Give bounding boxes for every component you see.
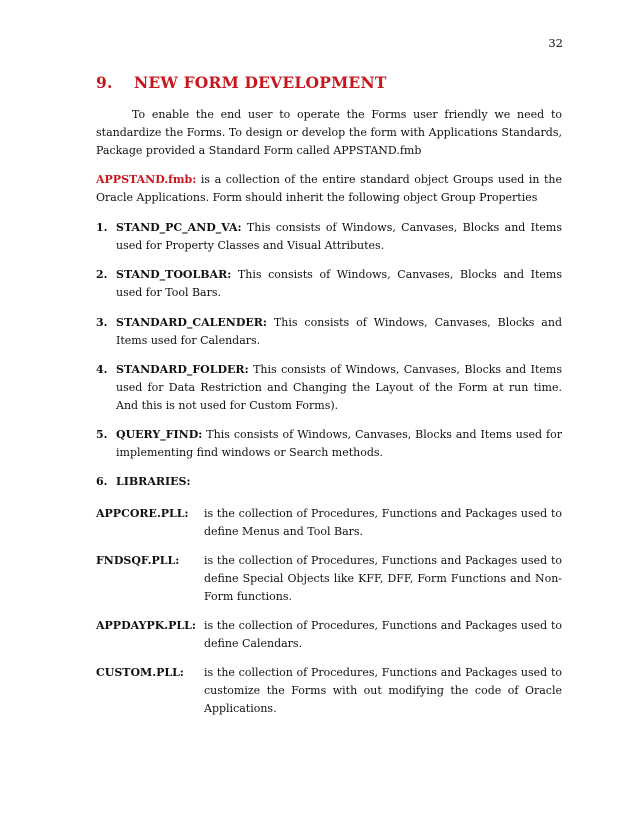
library-row [96,617,562,653]
page-number: 32 [548,36,563,50]
list-item [96,219,562,255]
appstand-text: is a collection of the entire standard object Groups used in the Oracle Applications. Form should inherit the following object Group Properties [96,173,562,204]
library-term: FNDSQF.PLL: [96,554,180,567]
list-item-number: 4. [96,363,108,376]
library-row [96,664,562,718]
library-row [96,552,562,606]
list-item-term: STANDARD_CALENDER: [116,316,267,329]
library-definition: is the collection of Procedures, Functions and Packages used to customize the Forms with out modifying the code of Oracle Applications. [204,666,562,715]
library-term: CUSTOM.PLL: [96,666,184,679]
library-row [96,505,562,541]
intro-paragraph: To enable the end user to operate the Forms user friendly we need to standardize the Forms. To design or develop the form with Applications Standards, Package provided a Standard Form called APPSTAND.fmb [96,108,562,157]
library-term: APPDAYPK.PLL: [96,619,196,632]
list-item-number: 2. [96,268,108,281]
list-item [96,361,562,415]
list-item-number: 3. [96,316,108,329]
list-item-term: STANDARD_FOLDER: [116,363,249,376]
list-item-number: 1. [96,221,108,234]
list-item-term: LIBRARIES: [116,475,191,488]
section-number: 9. [96,73,113,92]
list-item-text: This consists of Windows, Canvases, Blocks and Items used for implementing find windows or Search methods. [116,428,562,459]
library-definition: is the collection of Procedures, Functions and Packages used to define Calendars. [204,619,562,650]
list-item [96,314,562,350]
section-heading [96,73,387,92]
section-title: NEW FORM DEVELOPMENT [134,73,387,92]
list-item-text: This consists of Windows, Canvases, Blocks and Items used for Data Restriction and Changing the Layout of the Form at run time. And this is not used for Custom Forms). [116,363,562,412]
list-item-text: This consists of Windows, Canvases, Blocks and Items used for Tool Bars. [116,268,562,299]
library-definition: is the collection of Procedures, Functions and Packages used to define Menus and Tool Bars. [204,507,562,538]
list-item-term: QUERY_FIND: [116,428,203,441]
appstand-term: APPSTAND.fmb: [96,173,197,186]
list-item [96,473,562,491]
list-item-text: This consists of Windows, Canvases, Blocks and Items used for Property Classes and Visual Attributes. [116,221,562,252]
list-item [96,266,562,302]
list-item-number: 5. [96,428,108,441]
library-definition: is the collection of Procedures, Functions and Packages used to define Special Objects like KFF, DFF, Form Functions and Non-Form functions. [204,554,562,603]
list-item [96,426,562,462]
list-item-number: 6. [96,475,108,488]
library-term: APPCORE.PLL: [96,507,189,520]
appstand-paragraph [96,171,562,207]
list-item-term: STAND_PC_AND_VA: [116,221,242,234]
list-item-term: STAND_TOOLBAR: [116,268,232,281]
list-item-text: This consists of Windows, Canvases, Blocks and Items used for Calendars. [116,316,562,347]
